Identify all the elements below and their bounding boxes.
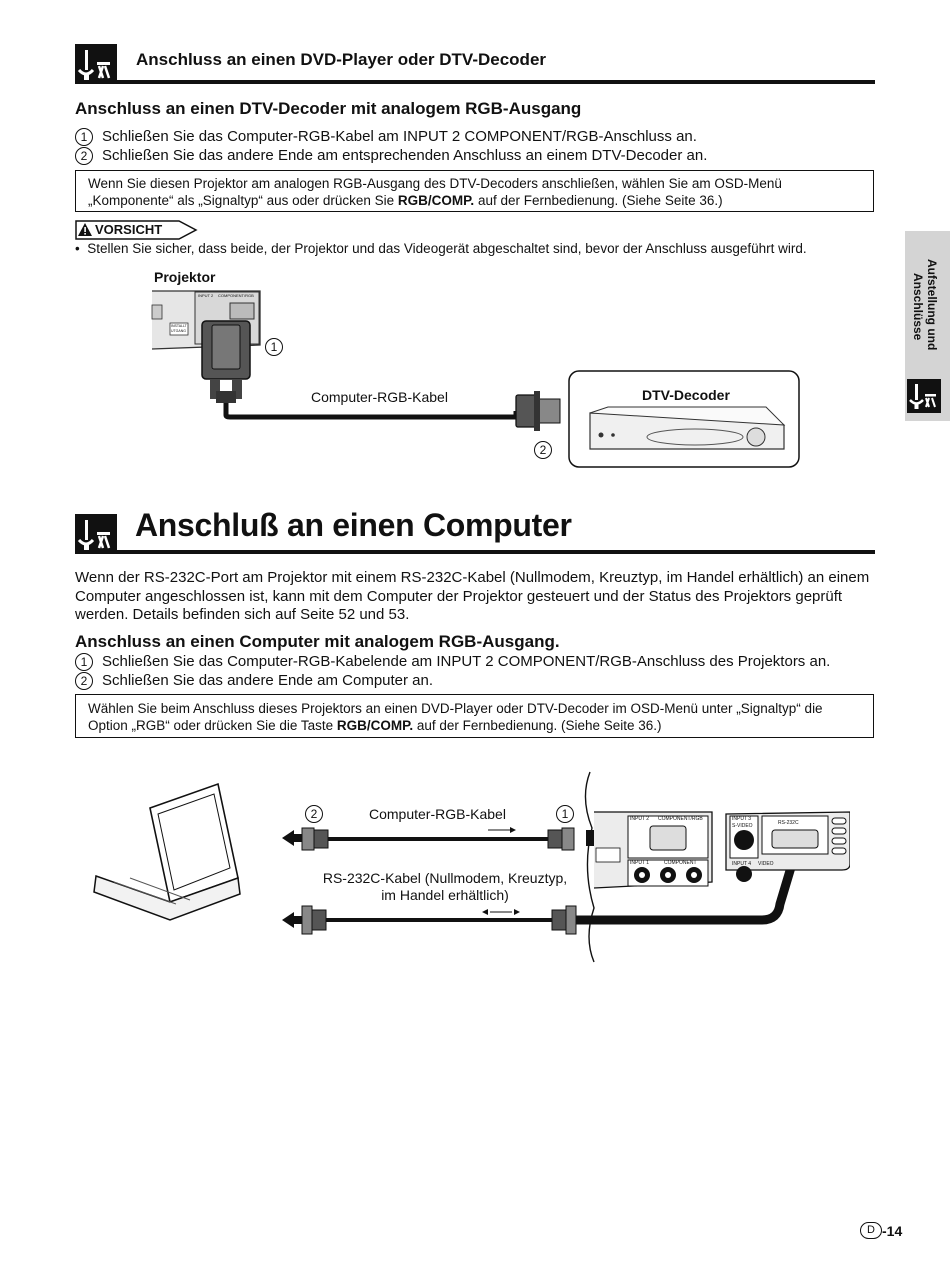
rs232c-label-line2: im Handel erhältlich) [381,887,509,903]
caution-label: VORSICHT [95,222,163,237]
port-label-input2: INPUT 2 [630,816,650,822]
computer-section-title: Anschluß an einen Computer [135,507,572,543]
chapter-side-tab[interactable] [905,231,950,421]
computer-connection-diagram [90,768,850,963]
step-number: 1 [75,128,93,146]
dtv-section-heading: Anschluss an einen DTV-Decoder mit analogem RGB-Ausgang [75,99,582,118]
computer-intro: Wenn der RS-232C-Port am Projektor mit einem RS-232C-Kabel (Nullmodem, Kreuztyp, im Handel erhältlich) an einem Computer angeschlossen ist, kann mit dem Computer der Projektor gesteuert und der Status des Projektors geprüft werden. Details befinden sich auf Seite 52 und 53. [75,569,870,623]
caution-text [75,241,807,256]
port-label-component: COMPONENT [664,860,697,866]
dtv-note-box [75,170,874,212]
note-text: Wählen Sie beim Anschluss dieses Projektors an einen DVD-Player oder DTV-Decoder im OSD-Menü unter „Signaltyp“ die Option „RGB“ oder drücken Sie die Taste [88,701,823,733]
port-label-small-b: UTGANG [171,329,186,333]
step-number: 2 [75,147,93,165]
note-text-end: auf der Fernbedienung. (Siehe Seite 36.) [474,193,723,208]
page-number [860,1222,902,1239]
rs232c-label-line1: RS-232C-Kabel (Nullmodem, Kreuztyp, [322,870,568,886]
side-tab-line2: Anschlüsse [911,273,925,341]
dtv-connection-diagram [150,265,810,470]
computer-step-2 [75,672,433,690]
port-label-video: VIDEO [758,861,774,867]
page-number-text: -14 [882,1222,903,1239]
step-text: Schließen Sie das Computer-RGB-Kabelende am INPUT 2 COMPONENT/RGB-Anschluss des Projektors an. [102,653,831,670]
note-bold-key: RGB/COMP. [397,193,475,208]
port-label-input3: INPUT 3 [732,816,752,822]
caution-body: Stellen Sie sicher, dass beide, der Projektor und das Videogerät abgeschaltet sind, bevor der Anschluss ausgeführt wird. [87,241,807,256]
step-number: 1 [75,653,93,671]
dtv-step-2 [75,147,707,165]
decoder-label: DTV-Decoder [642,387,730,403]
marker-2: 2 [534,441,552,459]
bullet: • [75,241,88,256]
page-letter-badge: D [860,1222,882,1239]
port-label-input1: INPUT 1 [630,860,650,866]
step-number: 2 [75,672,93,690]
computer-section-rule [75,550,875,554]
computer-note-box [75,694,874,738]
side-tab-line1: Aufstellung und [925,259,939,351]
note-text-end: auf der Fernbedienung. (Siehe Seite 36.) [413,718,662,733]
marker-2: 2 [305,805,323,823]
port-label-small-a: INSTALLT [171,324,187,328]
connection-section-icon [75,44,117,84]
dtv-step-1 [75,128,697,146]
cable-label: Computer-RGB-Kabel [311,389,448,405]
rgb-cable-label: Computer-RGB-Kabel [369,806,506,822]
port-label-input2: INPUT 2 [198,293,214,298]
projector-label: Projektor [154,269,216,285]
step-text: Schließen Sie das andere Ende am Computer an. [102,672,434,689]
page-header-title: Anschluss an einen DVD-Player oder DTV-Decoder [136,50,547,69]
side-tab-icon [907,379,941,413]
note-bold-key: RGB/COMP. [336,718,414,733]
port-label-rs232c: RS-232C [778,820,799,826]
step-text: Schließen Sie das Computer-RGB-Kabel am INPUT 2 COMPONENT/RGB-Anschluss an. [102,128,697,145]
computer-section-heading: Anschluss an einen Computer mit analogem RGB-Ausgang. [75,632,560,651]
rs232c-cable-label [318,870,572,904]
marker-1: 1 [265,338,283,356]
computer-section-icon [75,514,117,554]
port-label-input4: INPUT 4 [732,861,752,867]
step-text: Schließen Sie das andere Ende am entsprechenden Anschluss an einem DTV-Decoder an. [102,147,708,164]
port-label-svideo: S-VIDEO [732,823,753,829]
note-text: Wenn Sie diesen Projektor am analogen RGB-Ausgang des DTV-Decoders anschließen, wählen Sie am OSD-Menü „Komponente“ als „Signaltyp“ aus oder drücken Sie [88,176,782,208]
port-label-component-rgb: COMPONENT/RGB [658,816,703,822]
port-label-component: COMPONENT/RGB [218,293,254,298]
header-rule [75,80,875,84]
marker-1: 1 [556,805,574,823]
caution-badge [75,220,200,240]
computer-step-1 [75,653,830,671]
